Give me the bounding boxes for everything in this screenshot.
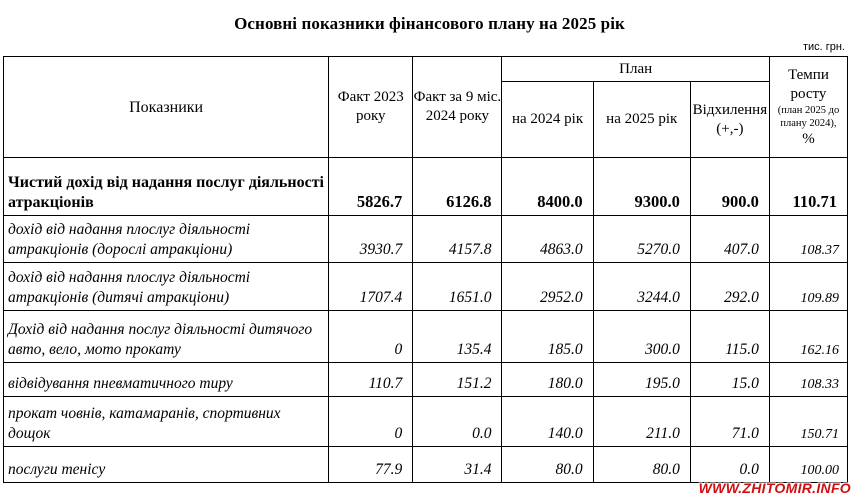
cell-fact-9m-2024: 0.0 bbox=[413, 397, 502, 447]
cell-deviation: 292.0 bbox=[690, 263, 769, 311]
cell-plan-2025: 80.0 bbox=[593, 447, 690, 483]
cell-growth: 110.71 bbox=[769, 158, 847, 216]
unit-label: тис. грн. bbox=[802, 41, 845, 53]
site-watermark: WWW.ZHITOMIR.INFO bbox=[698, 480, 851, 496]
cell-deviation: 71.0 bbox=[690, 397, 769, 447]
cell-growth: 108.37 bbox=[769, 216, 847, 263]
cell-fact-2023: 77.9 bbox=[329, 447, 413, 483]
row-name: відвідування пневматичного тиру bbox=[4, 363, 329, 397]
cell-growth: 108.33 bbox=[769, 363, 847, 397]
cell-plan-2024: 140.0 bbox=[502, 397, 593, 447]
row-name: дохід від надання плослуг діяльності атракціонів (дорослі атракціони) bbox=[4, 216, 329, 263]
cell-fact-2023: 0 bbox=[329, 397, 413, 447]
header-fact-2023: Факт 2023 року bbox=[329, 57, 413, 158]
row-name: Дохід від надання послуг діяльності дитячого авто, вело, мото прокату bbox=[4, 311, 329, 363]
cell-fact-9m-2024: 4157.8 bbox=[413, 216, 502, 263]
cell-fact-2023: 1707.4 bbox=[329, 263, 413, 311]
header-fact-9m-2024: Факт за 9 міс. 2024 року bbox=[413, 57, 502, 158]
cell-fact-2023: 5826.7 bbox=[329, 158, 413, 216]
cell-fact-2023: 0 bbox=[329, 311, 413, 363]
cell-plan-2024: 2952.0 bbox=[502, 263, 593, 311]
cell-plan-2024: 180.0 bbox=[502, 363, 593, 397]
header-plan: План bbox=[502, 57, 769, 82]
cell-growth: 100.00 bbox=[769, 447, 847, 483]
cell-plan-2024: 80.0 bbox=[502, 447, 593, 483]
row-name: прокат човнів, катамаранів, спортивних дощок bbox=[4, 397, 329, 447]
cell-plan-2025: 9300.0 bbox=[593, 158, 690, 216]
page-title: Основні показники фінансового плану на 2025 рік bbox=[234, 14, 625, 33]
header-growth-main: Темпи росту bbox=[788, 66, 829, 102]
cell-plan-2024: 4863.0 bbox=[502, 216, 593, 263]
cell-deviation: 407.0 bbox=[690, 216, 769, 263]
header-deviation: Відхилення (+,-) bbox=[690, 82, 769, 158]
header-plan-2024: на 2024 рік bbox=[502, 82, 593, 158]
financial-plan-table bbox=[3, 56, 848, 483]
cell-growth: 109.89 bbox=[769, 263, 847, 311]
header-growth bbox=[769, 57, 847, 158]
cell-fact-9m-2024: 1651.0 bbox=[413, 263, 502, 311]
cell-plan-2024: 185.0 bbox=[502, 311, 593, 363]
table-row bbox=[4, 311, 848, 363]
cell-growth: 162.16 bbox=[769, 311, 847, 363]
table-row bbox=[4, 397, 848, 447]
cell-plan-2024: 8400.0 bbox=[502, 158, 593, 216]
cell-growth: 150.71 bbox=[769, 397, 847, 447]
header-growth-note: (план 2025 до плану 2024), bbox=[777, 104, 840, 129]
cell-fact-2023: 3930.7 bbox=[329, 216, 413, 263]
cell-fact-9m-2024: 6126.8 bbox=[413, 158, 502, 216]
cell-fact-9m-2024: 151.2 bbox=[413, 363, 502, 397]
header-indicator: Показники bbox=[4, 57, 329, 158]
cell-plan-2025: 3244.0 bbox=[593, 263, 690, 311]
cell-deviation: 900.0 bbox=[690, 158, 769, 216]
cell-fact-9m-2024: 31.4 bbox=[413, 447, 502, 483]
cell-plan-2025: 195.0 bbox=[593, 363, 690, 397]
cell-deviation: 15.0 bbox=[690, 363, 769, 397]
cell-deviation: 0.0 bbox=[690, 447, 769, 483]
row-name: послуги тенісу bbox=[4, 447, 329, 483]
row-name: Чистий дохід від надання послуг діяльності атракціонів bbox=[4, 158, 329, 216]
cell-fact-9m-2024: 135.4 bbox=[413, 311, 502, 363]
header-plan-2025: на 2025 рік bbox=[593, 82, 690, 158]
table-row bbox=[4, 363, 848, 397]
cell-plan-2025: 211.0 bbox=[593, 397, 690, 447]
header-growth-pct: % bbox=[802, 130, 815, 147]
cell-plan-2025: 5270.0 bbox=[593, 216, 690, 263]
table-row bbox=[4, 263, 848, 311]
cell-fact-2023: 110.7 bbox=[329, 363, 413, 397]
table-row bbox=[4, 216, 848, 263]
table-row bbox=[4, 447, 848, 483]
cell-plan-2025: 300.0 bbox=[593, 311, 690, 363]
table-row bbox=[4, 158, 848, 216]
cell-deviation: 115.0 bbox=[690, 311, 769, 363]
row-name: дохід від надання плослуг діяльності атракціонів (дитячі атракціони) bbox=[4, 263, 329, 311]
